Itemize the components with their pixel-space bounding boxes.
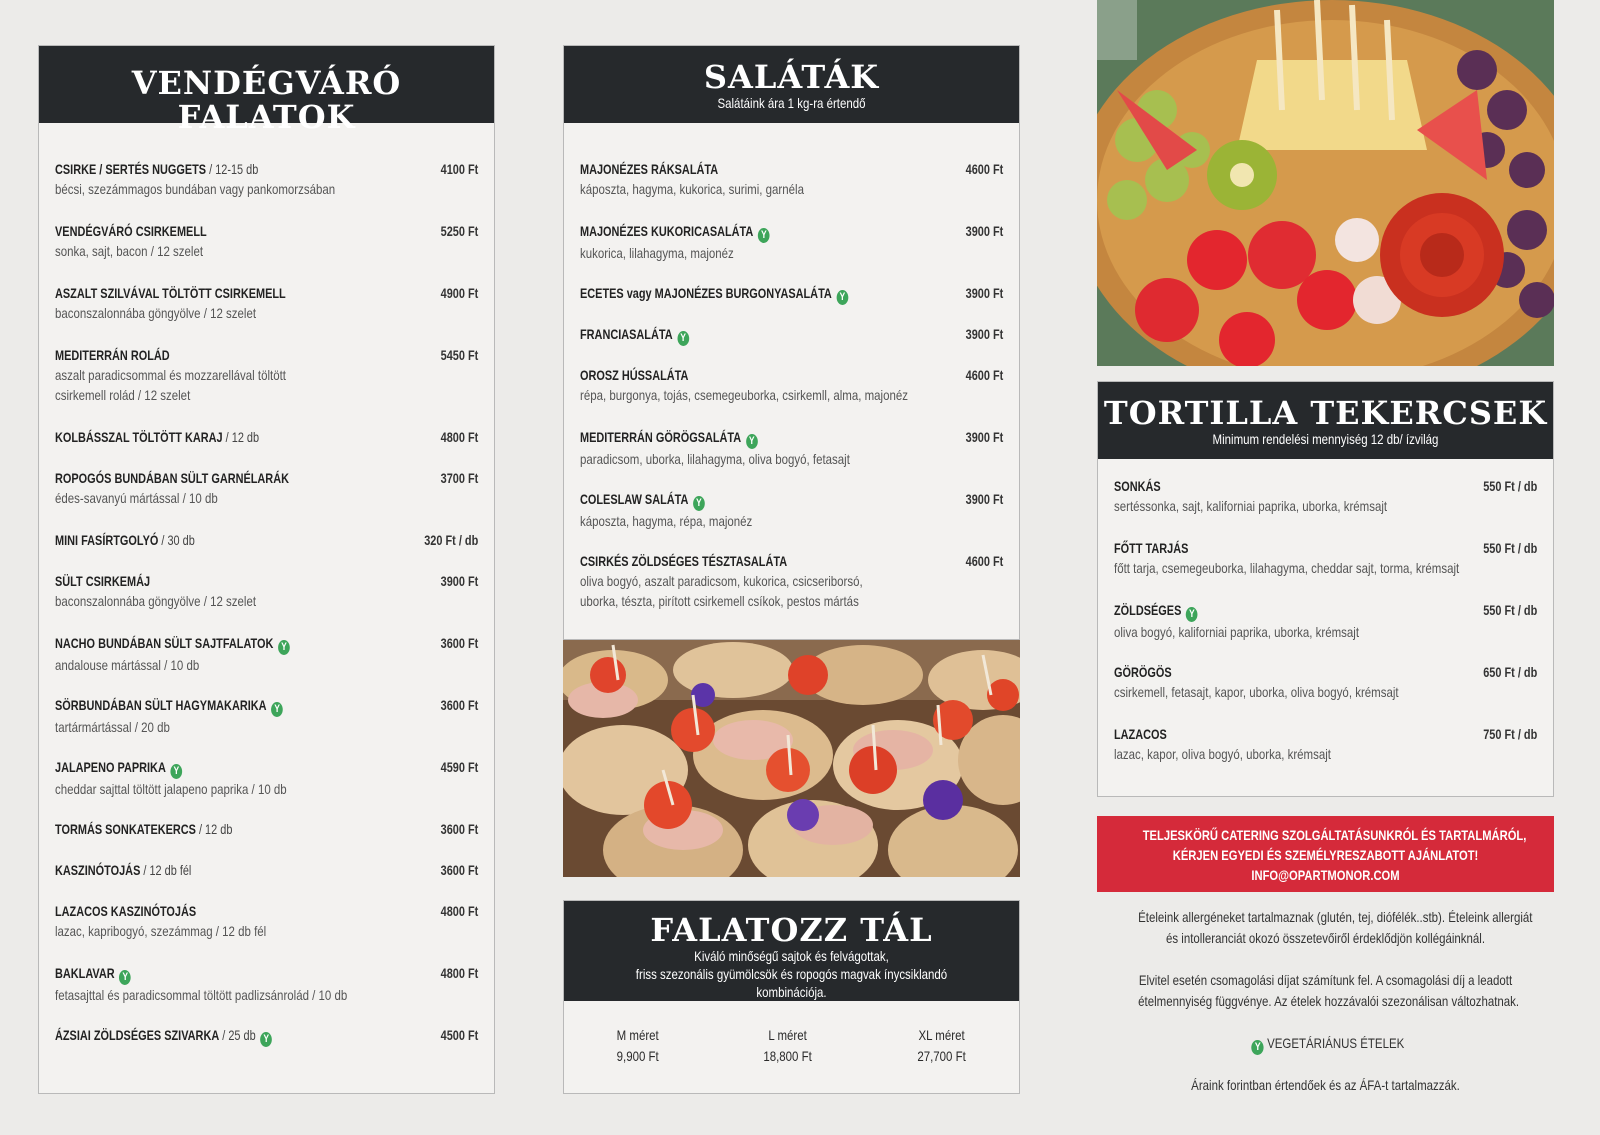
menu-item [564,284,1019,325]
cta-line-1: TELJESKÖRŰ CATERING SZOLGÁLTATÁSUNKRÓL ÉS TARTALMÁRÓL, [1142,827,1527,843]
menu-item-description: tartármártással / 20 db [55,719,170,735]
canape-photo [563,640,1020,877]
platter-subtitle-2: friss szezonális gyümölcsök és ropogós magvak ínycsiklandó kombinációja. [635,966,948,1000]
menu-item-description: uborka, tészta, pirított csirkemell csíkok, pestos mártás [580,593,859,609]
appetizers-header [39,46,494,136]
vegetarian-icon: Y [693,496,705,511]
menu-item-price: 4500 Ft [440,1027,478,1043]
menu-item-name: VENDÉGVÁRÓ CSIRKEMELL [55,223,207,239]
menu-item-quantity: / 12 db [222,429,260,445]
menu-item-description: baconszalonnába göngyölve / 12 szelet [55,305,257,321]
cta-line-2: KÉRJEN EGYEDI ÉS SZEMÉLYRESZABOTT AJÁNLATOT! [1172,847,1479,863]
platter-size-m: M méret 9,900 Ft [616,1027,659,1064]
menu-item-name: MAJONÉZES RÁKSALÁTA [580,161,719,177]
menu-item-price: 3900 Ft [965,326,1003,342]
vegetarian-icon: Y [758,228,770,243]
cta-email-link[interactable]: INFO@OPARTMONOR.COM [1251,867,1400,883]
vegetarian-icon: Y [836,290,848,305]
menu-item-quantity: / 12 db fél [140,862,192,878]
menu-item-description: oliva bogyó, aszalt paradicsom, kukorica, csicseriborsó, [580,573,863,589]
menu-item [39,160,494,222]
menu-item [564,490,1019,552]
appetizers-title: VENDÉGVÁRÓ FALATOK [131,64,402,136]
menu-item-name: MINI FASÍRTGOLYÓ / 30 db [55,532,195,548]
menu-item-quantity: / 25 db [219,1027,256,1043]
menu-item [39,758,494,820]
menu-item-name: ZÖLDSÉGES Y [1114,601,1198,622]
menu-item-description: cheddar sajttal töltött jalapeno paprika / 10 db [55,781,287,797]
platter-header [564,901,1019,1001]
menu-item-description: paradicsom, uborka, lilahagyma, oliva bogyó, fetasajt [580,451,850,467]
menu-item [564,552,1019,634]
menu-item-price: 3900 Ft [440,573,478,589]
menu-item [39,531,494,572]
menu-item-price: 5450 Ft [440,347,478,363]
menu-item-description: baconszalonnába göngyölve / 12 szelet [55,593,257,609]
menu-item [39,820,494,861]
menu-item-name: SÜLT CSIRKEMÁJ [55,573,151,589]
menu-item-description: édes-savanyú mártással / 10 db [55,490,218,506]
menu-item [39,696,494,758]
menu-item-price: 550 Ft / db [1482,540,1537,556]
menu-item-name: LAZACOS KASZINÓTOJÁS [55,903,197,919]
menu-item-name: MAJONÉZES KUKORICASALÁTA Y [580,222,770,243]
menu-item-description: lazac, kapribogyó, szezámmag / 12 db fél [55,923,267,939]
menu-item-name: SÖRBUNDÁBAN SÜLT HAGYMAKARIKA Y [55,696,283,717]
menu-item-description: sonka, sajt, bacon / 12 szelet [55,243,204,259]
menu-item-price: 3900 Ft [965,491,1003,507]
menu-item [39,861,494,902]
menu-item-price: 650 Ft / db [1482,664,1537,680]
column-appetizers [38,45,495,1094]
menu-item-description: káposzta, hagyma, répa, majonéz [580,513,753,529]
menu-item-price: 4590 Ft [440,759,478,775]
menu-item [564,222,1019,284]
menu-item-price: 4600 Ft [965,553,1003,569]
menu-item [39,634,494,696]
tortilla-subtitle: Minimum rendelési mennyiség 12 db/ ízvilág [1212,431,1439,447]
menu-item-name: CSIRKÉS ZÖLDSÉGES TÉSZTASALÁTA [580,553,788,569]
menu-item [39,222,494,284]
menu-item-price: 4800 Ft [440,903,478,919]
menu-item-price: 750 Ft / db [1482,726,1537,742]
menu-item-name: LAZACOS [1114,726,1167,742]
vegetarian-icon: Y [171,764,183,779]
menu-item-price: 3600 Ft [440,635,478,651]
menu-item-price: 4800 Ft [440,429,478,445]
menu-item [39,284,494,346]
catering-cta-banner [1097,816,1554,892]
tortilla-title: TORTILLA TEKERCSEK [1103,394,1548,432]
menu-item-name: ECETES vagy MAJONÉZES BURGONYASALÁTA Y [580,284,848,305]
menu-item-name: ÁZSIAI ZÖLDSÉGES SZIVARKA / 25 db Y [55,1026,272,1047]
menu-item-price: 3600 Ft [440,697,478,713]
menu-item-price: 4100 Ft [440,161,478,177]
menu-item-description: lazac, kapor, oliva bogyó, uborka, krémsajt [1114,746,1331,762]
menu-item-name: JALAPENO PAPRIKA Y [55,758,182,779]
column-tortilla [1097,381,1554,797]
menu-item-quantity: / 12 db [195,821,233,837]
platter-size-xl: XL méret 27,700 Ft [917,1027,967,1064]
menu-item [39,469,494,531]
tortilla-list [1098,459,1553,787]
vegetarian-legend: Y VEGETÁRIÁNUS ÉTELEK [1097,1033,1554,1055]
platter-panel [563,900,1020,1094]
vegetarian-icon: Y [1186,607,1198,622]
menu-item-name: MEDITERRÁN GÖRÖGSALÁTA Y [580,428,758,449]
menu-item-name: KOLBÁSSZAL TÖLTÖTT KARAJ / 12 db [55,429,260,445]
menu-item-description: főtt tarja, csemegeuborka, lilahagyma, cheddar sajt, torma, krémsajt [1114,560,1460,576]
appetizers-list [39,123,494,1067]
menu-item-price: 4600 Ft [965,367,1003,383]
platter-subtitle-1: Kiváló minőségű sajtok és felvágottak, [694,948,889,964]
vegetarian-icon: Y [1252,1040,1264,1055]
menu-item-name: COLESLAW SALÁTA Y [580,490,705,511]
salads-list [564,123,1019,634]
menu-item-name: MEDITERRÁN ROLÁD [55,347,170,363]
menu-item-price: 4600 Ft [965,161,1003,177]
menu-item [1098,663,1553,725]
menu-item-description: aszalt paradicsommal és mozzarellával töltött [55,367,286,383]
menu-item-name: KASZINÓTOJÁS / 12 db fél [55,862,192,878]
salads-title: SALÁTÁK [703,58,880,96]
menu-item-description: oliva bogyó, kaliforniai paprika, uborka, krémsajt [1114,624,1360,640]
vegetarian-icon: Y [119,970,131,985]
menu-item [39,346,494,428]
menu-item-price: 3900 Ft [965,285,1003,301]
platter-sizes [564,1001,1019,1067]
menu-item-name: FŐTT TARJÁS [1114,540,1189,556]
menu-item-description: sertéssonka, sajt, kaliforniai paprika, uborka, krémsajt [1114,498,1388,514]
menu-item-price: 3700 Ft [440,470,478,486]
menu-item-name: FRANCIASALÁTA Y [580,325,689,346]
menu-item [564,160,1019,222]
salads-header [564,46,1019,123]
menu-item-price: 4800 Ft [440,965,478,981]
menu-item-name: GÖRÖGÖS [1114,664,1172,680]
platter-title: FALATOZZ TÁL [650,911,933,949]
menu-item-name: NACHO BUNDÁBAN SÜLT SAJTFALATOK Y [55,634,290,655]
menu-item-description: répa, burgonya, tojás, csemegeuborka, csirkemll, alma, majonéz [580,387,908,403]
menu-item-price: 550 Ft / db [1482,478,1537,494]
tortilla-header [1098,382,1553,459]
menu-item-description: andalouse mártással / 10 db [55,657,200,673]
menu-item-price: 4900 Ft [440,285,478,301]
menu-item-description: bécsi, szezámmagos bundában vagy pankomorzsában [55,181,336,197]
menu-item-price: 550 Ft / db [1482,602,1537,618]
menu-item [1098,477,1553,539]
platter-size-l: L méret 18,800 Ft [763,1027,812,1064]
packaging-note: Elvitel esetén csomagolási díjat számítunk fel. A csomagolási díj a leadott ételmennyiség függvénye. Az ételek hozzávalói szezonálisan változhatnak. [1138,972,1520,1009]
menu-item-name: SONKÁS [1114,478,1161,494]
menu-item-price: 5250 Ft [440,223,478,239]
vegetarian-icon: Y [677,331,689,346]
menu-item-description: csirkemell rolád / 12 szelet [55,387,191,403]
menu-item-quantity: / 12-15 db [206,161,259,177]
vegetarian-icon: Y [746,434,758,449]
menu-item [39,964,494,1026]
menu-item [39,428,494,469]
menu-item-description: kukorica, lilahagyma, majonéz [580,245,734,261]
menu-item-name: TORMÁS SONKATEKERCS / 12 db [55,821,233,837]
menu-item-price: 3600 Ft [440,862,478,878]
menu-item-quantity: / 30 db [158,532,195,548]
menu-item [1098,601,1553,663]
menu-item [39,572,494,634]
column-salads [563,45,1020,640]
menu-item [1098,539,1553,601]
menu-item [564,325,1019,366]
vegetarian-icon: Y [271,702,283,717]
menu-item [564,428,1019,490]
allergen-note: Ételeink allergéneket tartalmaznak (glutén, tej, diófélék..stb). Ételeink allergiát és intolleranciát okozó összetevőiről érdeklődjön kollégáinknál. [1138,909,1533,946]
menu-item [564,366,1019,428]
menu-item [39,902,494,964]
menu-item-price: 320 Ft / db [423,532,478,548]
menu-item [39,1026,494,1067]
vegetarian-icon: Y [260,1032,272,1047]
menu-item-description: csirkemell, fetasajt, kapor, uborka, oliva bogyó, krémsajt [1114,684,1399,700]
menu-item-price: 3600 Ft [440,821,478,837]
menu-item-name: ROPOGÓS BUNDÁBAN SÜLT GARNÉLARÁK [55,470,289,486]
menu-item-description: káposzta, hagyma, kukorica, surimi, garnéla [580,181,804,197]
vegetarian-icon: Y [278,640,290,655]
menu-item-name: OROSZ HÚSSALÁTA [580,367,689,383]
fruit-platter-photo [1097,0,1554,366]
menu-item-description: fetasajttal és paradicsommal töltött padlizsánrolád / 10 db [55,987,348,1003]
menu-item-name: ASZALT SZILVÁVAL TÖLTÖTT CSIRKEMELL [55,285,286,301]
menu-item [1098,725,1553,787]
vat-note: Áraink forintban értendőek és az ÁFA-t tartalmazzák. [1191,1077,1460,1093]
menu-item-price: 3900 Ft [965,429,1003,445]
menu-item-name: BAKLAVAR Y [55,964,131,985]
menu-item-name: CSIRKE / SERTÉS NUGGETS / 12-15 db [55,161,259,177]
salads-subtitle: Salátáink ára 1 kg-ra értendő [717,95,866,111]
menu-item-price: 3900 Ft [965,223,1003,239]
